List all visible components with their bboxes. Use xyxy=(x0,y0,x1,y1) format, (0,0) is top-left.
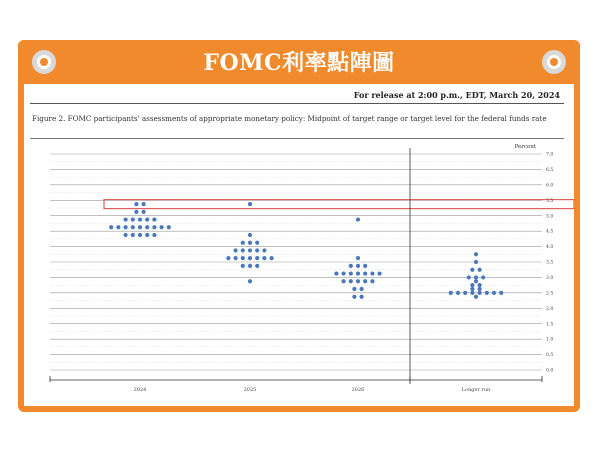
data-point xyxy=(270,256,274,260)
data-point xyxy=(248,241,252,245)
data-point xyxy=(142,210,146,214)
data-point xyxy=(131,217,135,221)
y-tick-label: 0.5 xyxy=(546,353,554,359)
data-point xyxy=(138,225,142,229)
y-tick-label: 7.0 xyxy=(546,152,554,158)
data-point xyxy=(145,233,149,237)
data-point xyxy=(474,252,478,256)
data-point xyxy=(262,256,266,260)
y-tick-label: 3.0 xyxy=(546,276,554,282)
data-point xyxy=(470,291,474,295)
data-point xyxy=(131,233,135,237)
ring-right-icon xyxy=(542,50,566,74)
data-point xyxy=(342,271,346,275)
y-tick-label: 2.0 xyxy=(546,306,554,312)
data-point xyxy=(356,256,360,260)
grid xyxy=(50,148,574,384)
data-point xyxy=(499,291,503,295)
data-point xyxy=(474,279,478,283)
data-point xyxy=(334,271,338,275)
data-point xyxy=(478,287,482,291)
y-tick-label: 1.5 xyxy=(546,322,554,328)
data-point xyxy=(356,279,360,283)
y-tick-label: 6.5 xyxy=(546,168,554,174)
x-tick-label: 2025 xyxy=(243,387,257,393)
data-point xyxy=(241,241,245,245)
data-point xyxy=(124,225,128,229)
y-tick-label: 5.5 xyxy=(546,198,554,204)
release-note: For release at 2:00 p.m., EDT, March 20, 2024 xyxy=(353,90,560,100)
data-point xyxy=(481,275,485,279)
data-point xyxy=(474,260,478,264)
data-point xyxy=(109,225,113,229)
data-point xyxy=(124,233,128,237)
data-point xyxy=(234,256,238,260)
document-page xyxy=(24,84,574,406)
data-point xyxy=(474,275,478,279)
data-point xyxy=(241,256,245,260)
data-point xyxy=(356,217,360,221)
data-point xyxy=(478,283,482,287)
data-point xyxy=(255,256,259,260)
data-point xyxy=(492,291,496,295)
data-point xyxy=(124,217,128,221)
data-point xyxy=(145,217,149,221)
data-point xyxy=(478,291,482,295)
y-tick-label: 4.5 xyxy=(546,229,554,235)
data-point xyxy=(134,202,138,206)
data-point xyxy=(463,291,467,295)
data-point xyxy=(152,225,156,229)
data-point xyxy=(234,248,238,252)
data-point xyxy=(478,268,482,272)
data-point xyxy=(485,291,489,295)
dot-plot xyxy=(24,84,574,406)
data-point xyxy=(241,264,245,268)
data-point xyxy=(142,202,146,206)
x-tick-label: Longer run xyxy=(461,387,491,393)
data-point xyxy=(152,233,156,237)
data-point xyxy=(360,295,364,299)
data-point xyxy=(134,210,138,214)
y-tick-label: 6.0 xyxy=(546,183,554,189)
data-point xyxy=(241,248,245,252)
data-point xyxy=(248,233,252,237)
data-point xyxy=(449,291,453,295)
data-point xyxy=(363,279,367,283)
data-point xyxy=(226,256,230,260)
data-point xyxy=(370,279,374,283)
data-point xyxy=(352,287,356,291)
data-point xyxy=(248,202,252,206)
data-point xyxy=(248,248,252,252)
data-point xyxy=(378,271,382,275)
y-tick-label: 5.0 xyxy=(546,214,554,220)
data-point xyxy=(152,217,156,221)
data-point xyxy=(342,279,346,283)
data-point xyxy=(363,264,367,268)
y-tick-label: 4.0 xyxy=(546,245,554,251)
data-point xyxy=(370,271,374,275)
data-point xyxy=(349,264,353,268)
data-point xyxy=(248,256,252,260)
data-point xyxy=(474,295,478,299)
data-point xyxy=(470,283,474,287)
data-point xyxy=(456,291,460,295)
data-point xyxy=(349,279,353,283)
data-point xyxy=(167,225,171,229)
data-point xyxy=(138,233,142,237)
data-point xyxy=(470,268,474,272)
highlight-box xyxy=(104,200,574,209)
y-tick-label: 3.5 xyxy=(546,260,554,266)
y-tick-label: 1.0 xyxy=(546,337,554,343)
data-point xyxy=(255,248,259,252)
data-point xyxy=(349,271,353,275)
x-tick-label: 2026 xyxy=(351,387,365,393)
data-point xyxy=(160,225,164,229)
data-point xyxy=(255,241,259,245)
title-banner xyxy=(18,40,580,84)
data-point xyxy=(360,287,364,291)
data-point xyxy=(138,217,142,221)
data-point xyxy=(363,271,367,275)
y-tick-label: 2.5 xyxy=(546,291,554,297)
slide-title: FOMC利率點陣圖 xyxy=(203,50,395,76)
data-point xyxy=(116,225,120,229)
data-point xyxy=(356,264,360,268)
data-point xyxy=(470,287,474,291)
axis xyxy=(50,152,553,393)
x-tick-label: 2024 xyxy=(133,387,147,393)
y-tick-label: 0.0 xyxy=(546,368,554,374)
data-point xyxy=(352,295,356,299)
data-point xyxy=(467,275,471,279)
data-point xyxy=(145,225,149,229)
data-point xyxy=(248,264,252,268)
dots xyxy=(109,202,503,299)
figure-caption: Figure 2. FOMC participants' assessments of appropriate monetary policy: Midpoint of target range or target level for the federal funds rate xyxy=(32,114,547,123)
data-point xyxy=(248,279,252,283)
data-point xyxy=(262,248,266,252)
y-axis-label: Percent xyxy=(514,144,536,150)
data-point xyxy=(255,264,259,268)
data-point xyxy=(356,271,360,275)
data-point xyxy=(131,225,135,229)
